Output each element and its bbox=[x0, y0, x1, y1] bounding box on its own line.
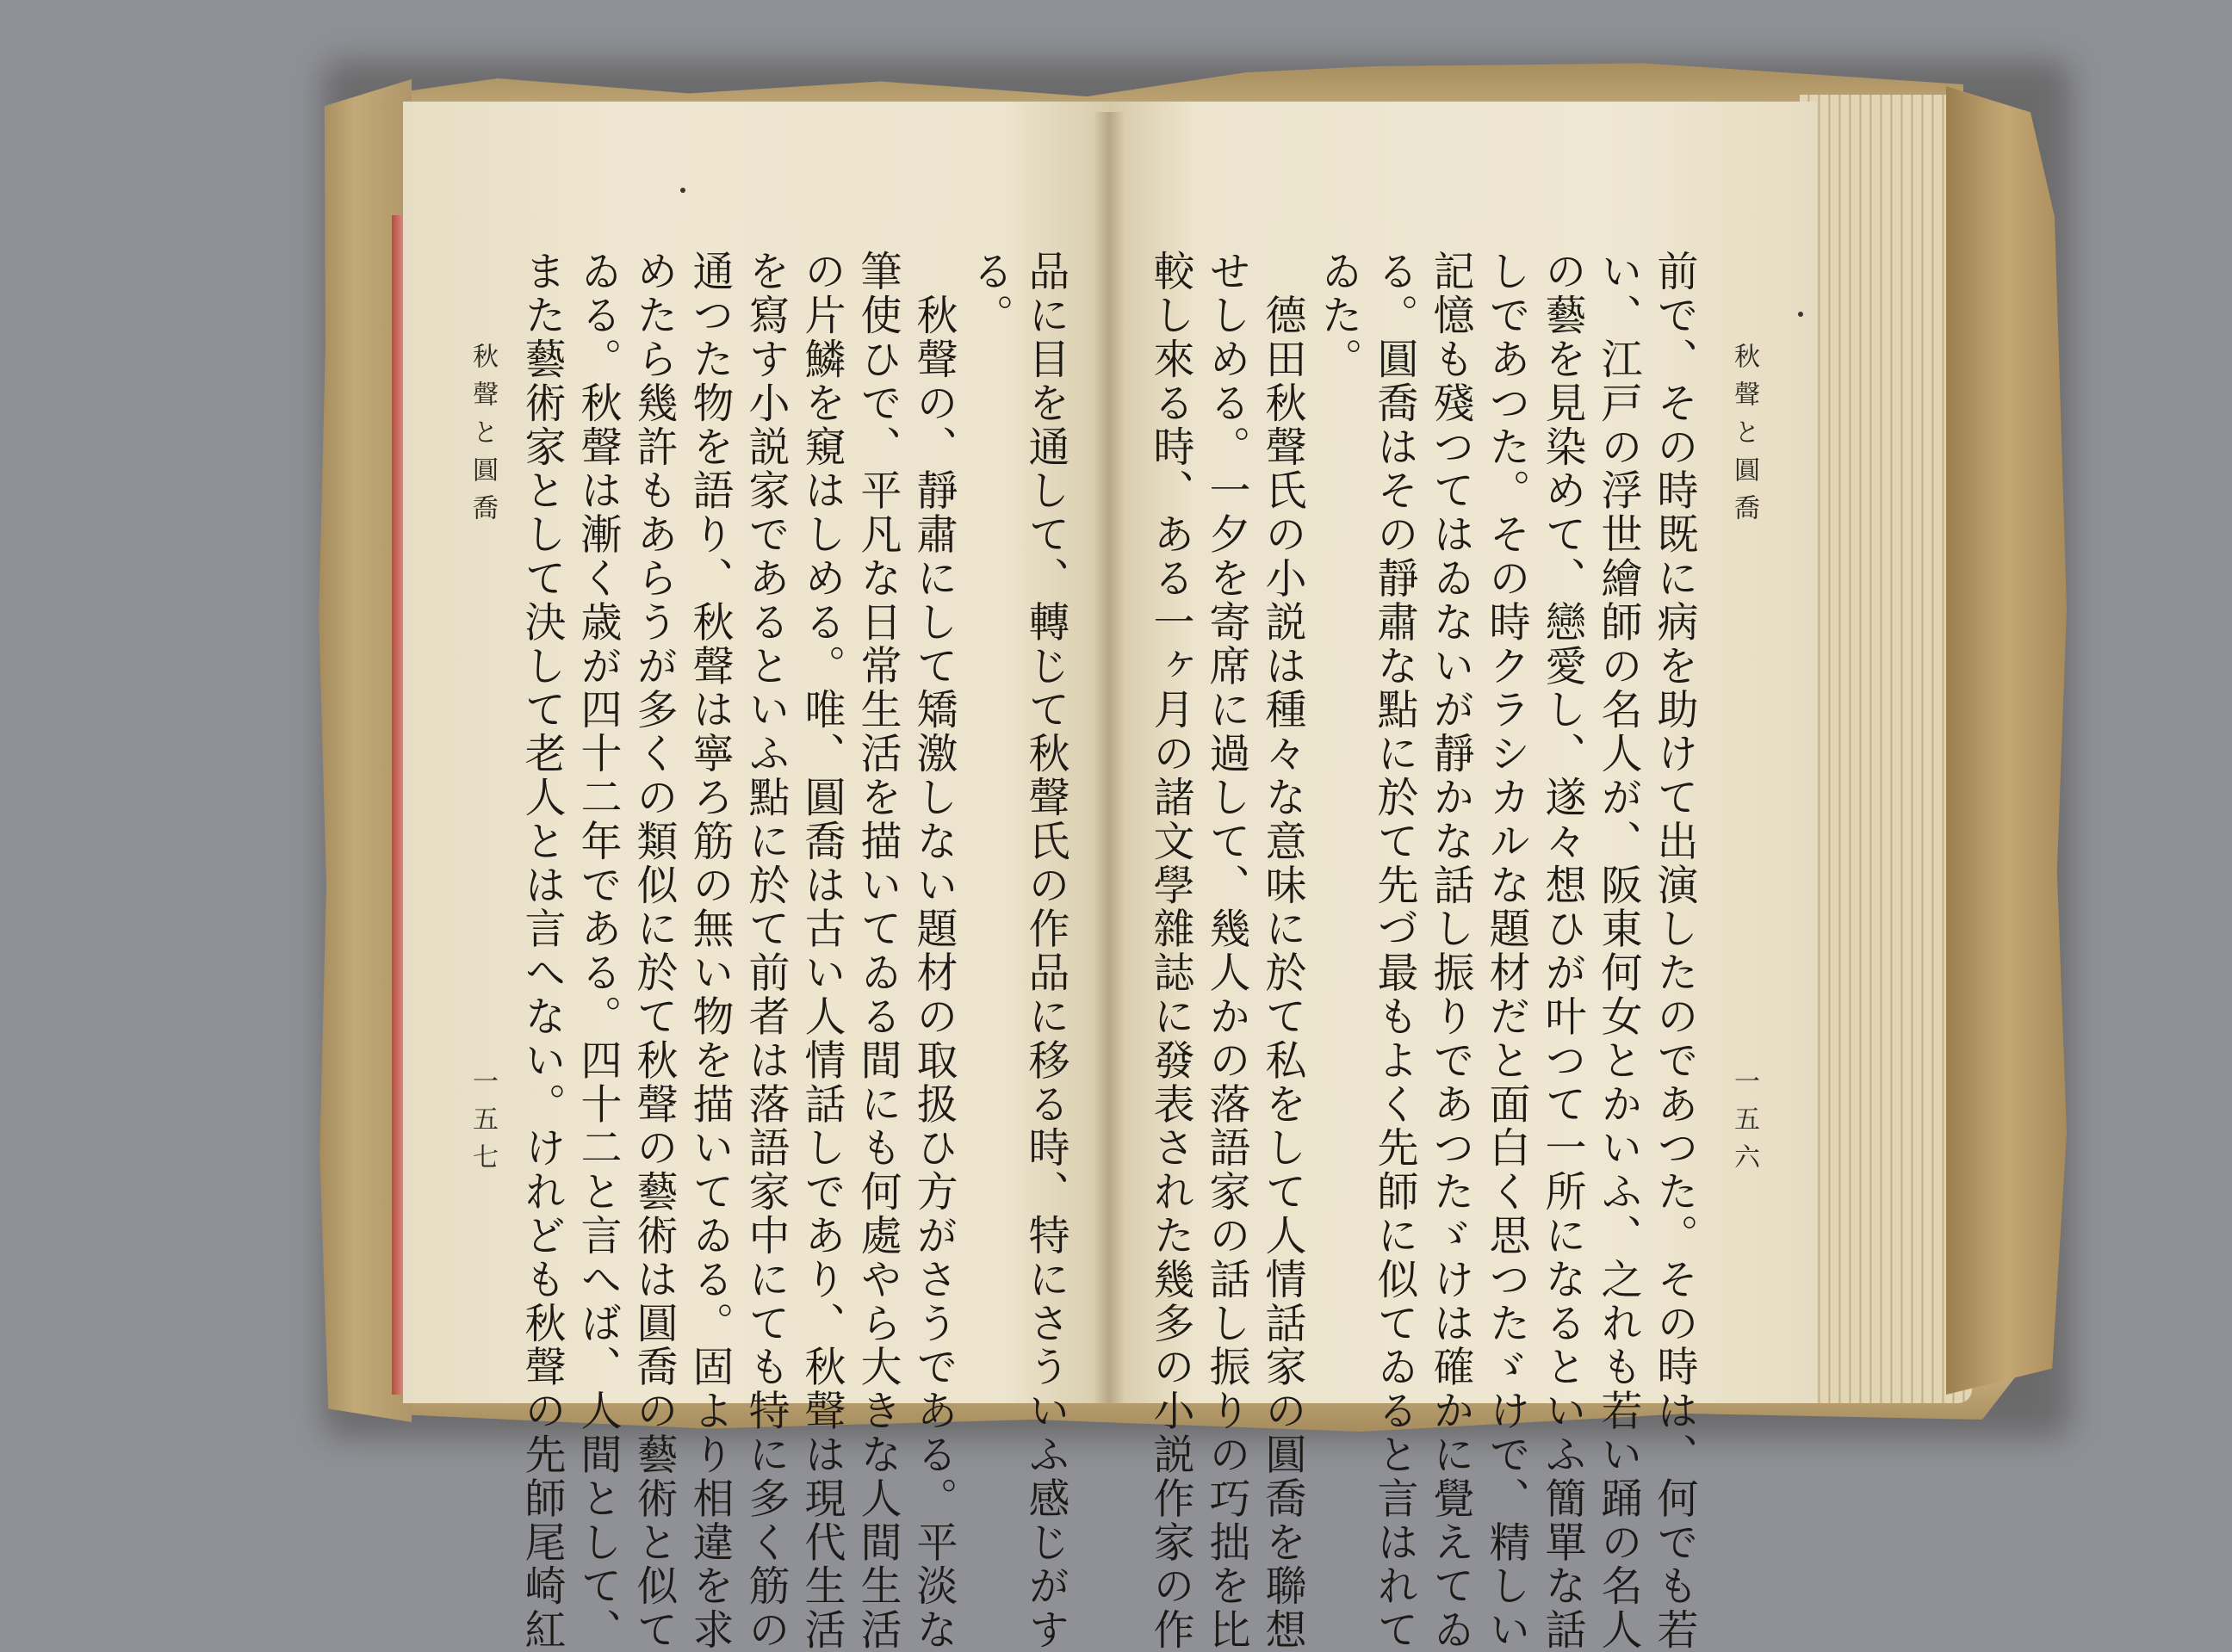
worn-cover-right bbox=[1946, 86, 2067, 1395]
right-text-line-4: しであつた。その時クラシカルな題材だと面白く思つたゞけで、精しい bbox=[1482, 250, 1530, 1652]
left-running-header: 秋聲と圓喬 bbox=[468, 343, 498, 532]
left-text-line-8: めたら幾許もあらうが多くの類似に於て秋聲の藝術は圓喬の藝術と似て bbox=[629, 250, 678, 1652]
right-text-line-1: 前で、その時既に病を助けて出演したのであつた。その時は、何でも若 bbox=[1650, 250, 1698, 1652]
right-text-line-2: い、江戸の浮世繪師の名人が、阪東何女とかいふ、之れも若い踊の名人 bbox=[1594, 250, 1642, 1652]
left-text-line-1: 品に目を通して、轉じて秋聲氏の作品に移る時、特にさういふ感じがす bbox=[1021, 250, 1070, 1652]
left-text-line-6: を寫す小説家であるといふ點に於て前者は落語家中にても特に多く筋の bbox=[741, 250, 790, 1652]
left-text-line-4: 筆使ひで、平凡な日常生活を描いてゐる間にも何處やら大きな人間生活 bbox=[853, 250, 902, 1652]
print-mark bbox=[1798, 312, 1803, 317]
right-page-number: 一五六 bbox=[1729, 1067, 1759, 1181]
left-text-line-3: 秋聲の、靜肅にして矯激しない題材の取扱ひ方がさうである。平淡な bbox=[909, 250, 958, 1652]
left-page-number: 一五七 bbox=[468, 1067, 498, 1181]
right-running-header: 秋聲と圓喬 bbox=[1729, 343, 1759, 532]
right-text-line-10: 較し來る時、ある一ヶ月の諸文學雜誌に發表された幾多の小説作家の作 bbox=[1146, 250, 1194, 1652]
left-text-line-2: る。 bbox=[965, 250, 1014, 337]
print-mark bbox=[680, 188, 685, 193]
left-text-line-10: また藝術家として決して老人とは言へない。けれども秋聲の先師尾崎紅 bbox=[518, 250, 566, 1652]
right-text-line-6: る。圓喬はその靜肅な點に於て先づ最もよく先師に似てゐると言はれて bbox=[1370, 250, 1418, 1652]
book-gutter bbox=[1094, 112, 1125, 1403]
right-text-line-7: ゐた。 bbox=[1314, 250, 1362, 381]
right-text-line-5: 記憶も殘つてはゐないが靜かな話し振りであつたゞけは確かに覺えてゐ bbox=[1426, 250, 1474, 1652]
left-text-line-5: の片鱗を窺はしめる。唯、圓喬は古い人情話しであり、秋聲は現代生活 bbox=[797, 250, 846, 1652]
left-text-line-9: ゐる。秋聲は漸く歳が四十二年である。四十二と言へば、人間として、 bbox=[574, 250, 622, 1652]
red-page-edge bbox=[392, 215, 402, 1395]
right-text-line-3: の藝を見染めて、戀愛し、遂々想ひが叶つて一所になるといふ簡單な話 bbox=[1538, 250, 1586, 1652]
right-text-line-9: せしめる。一夕を寄席に過して、幾人かの落語家の話し振りの巧拙を比 bbox=[1202, 250, 1250, 1652]
right-text-line-8: 德田秋聲氏の小説は種々な意味に於て私をして人情話家の圓喬を聯想 bbox=[1258, 250, 1306, 1652]
left-text-line-7: 通つた物を語り、秋聲は寧ろ筋の無い物を描いてゐる。固より相違を求 bbox=[685, 250, 734, 1652]
